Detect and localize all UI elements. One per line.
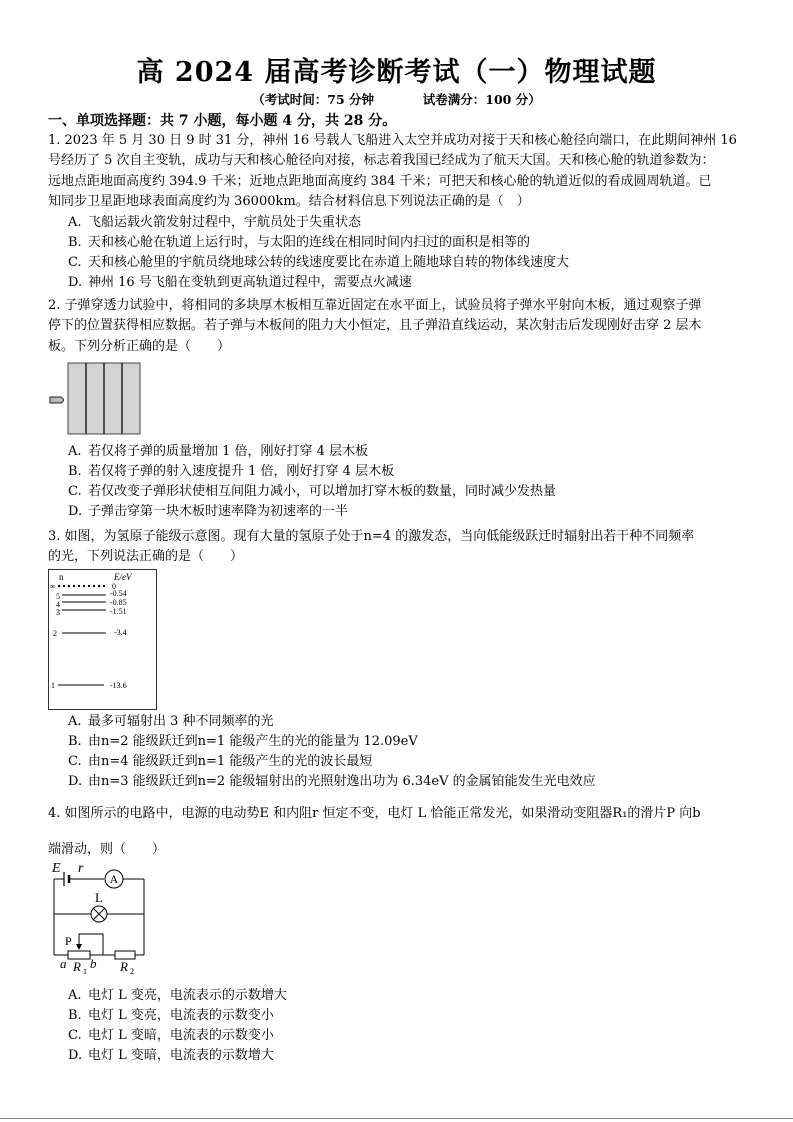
internal-resistance-label: r xyxy=(78,861,84,876)
q2-option-c[interactable]: C. 若仅改变子弹形状使相互间阻力减小，可以增加打穿木板的数量，同时减少发热量 xyxy=(68,484,557,499)
exam-info xyxy=(0,90,793,108)
exam-score: 试卷满分：100 分） xyxy=(422,92,541,107)
level-5-energy: -0.54 xyxy=(110,589,127,598)
q3-option-c[interactable]: C. 由n=4 能级跃迁到n=1 能级产生的光的波长最短 xyxy=(68,754,373,769)
q4-options xyxy=(68,986,287,1066)
n-axis-label: n xyxy=(59,572,64,582)
terminal-a-label: a xyxy=(60,956,67,971)
emf-label: E xyxy=(52,861,61,876)
r1-label: R xyxy=(73,959,81,974)
q1-options xyxy=(68,213,569,293)
lamp-label: L xyxy=(95,890,103,905)
q3-option-b[interactable]: B. 由n=2 能级跃迁到n=1 能级产生的光的能量为 12.09eV xyxy=(68,734,418,749)
q2-option-d[interactable]: D. 子弹击穿第一块木板时速率降为初速率的一半 xyxy=(68,504,349,519)
rheostat-r1 xyxy=(68,951,90,959)
q4-line-1: 4. 如图所示的电路中，电源的电动势E 和内阻r 恒定不变，电灯 L 恰能正常发光，如果滑动变阻器R₁的滑片P 向b xyxy=(48,806,701,821)
slider-arrow-icon xyxy=(76,944,82,950)
slider-label: P xyxy=(65,934,72,948)
level-5-n: 5 xyxy=(56,592,60,601)
q2-line: 2. 子弹穿透力试验中，将相同的多块厚木板相互靠近固定在水平面上，试验员将子弹水平射向木板，通过观察子弹 xyxy=(48,298,702,313)
q1-option-a[interactable]: A. 飞船运载火箭发射过程中，宇航员处于失重状态 xyxy=(68,215,362,230)
q1-option-b[interactable]: B. 天和核心舱在轨道上运行时，与太阳的连线在相同时间内扫过的面积是相等的 xyxy=(68,235,531,250)
page-title: 高 2024 届高考诊断考试（一）物理试题 xyxy=(136,57,657,88)
ammeter-label: A xyxy=(109,872,119,886)
level-inf-energy: 0 xyxy=(112,582,116,591)
r2-label: R xyxy=(120,959,128,974)
q1-line: 1. 2023 年 5 月 30 日 9 时 31 分，神州 16 号载人飞船进入太空并成功对接于天和核心舱径向端口，在此期间神州 16 xyxy=(48,133,737,148)
level-1-n: 1 xyxy=(51,681,55,690)
e-axis-label: E/eV xyxy=(114,572,132,582)
level-4-n: 4 xyxy=(56,600,60,609)
circuit-diagram xyxy=(48,858,158,976)
q4-option-a[interactable]: A. 电灯 L 变亮，电流表示的示数增大 xyxy=(68,988,287,1003)
q3-option-a[interactable]: A. 最多可辐射出 3 种不同频率的光 xyxy=(68,714,274,729)
terminal-b-label: b xyxy=(90,956,97,971)
q3-line: 3. 如图，为氢原子能级示意图。现有大量的氢原子处于n=4 的激发态，当向低能级跃迁时辐射出若干种不同频率 xyxy=(48,529,695,544)
r1-subscript: 1 xyxy=(83,967,87,976)
q3-option-d[interactable]: D. 由n=3 能级跃迁到n=2 能级辐射出的光照射逸出功为 6.34eV 的金属铂能发生光电效应 xyxy=(68,774,596,789)
q3-line: 的光，下列说法正确的是（ ） xyxy=(48,549,244,565)
q2-option-b[interactable]: B. 若仅将子弹的射入速度提升 1 倍，刚好打穿 4 层木板 xyxy=(68,464,395,479)
question-2 xyxy=(48,296,753,357)
q1-line: 知同步卫星距地球表面高度约为 36000km。结合材料信息下列说法正确的是（ ） xyxy=(48,193,530,209)
q1-line: 号经历了 5 次自主变轨，成功与天和核心舱径向对接，标志着我国已经成为了航天大国。天和核心舱的轨道参数为： xyxy=(48,153,715,169)
r2-subscript: 2 xyxy=(130,967,134,976)
q1-line: 远地点距地面高度约 394.9 千米；近地点距地面高度约 384 千米；可把天和核心舱的轨道近似的看成圆周轨道。已 xyxy=(48,173,712,189)
q2-line: 板。下列分析正确的是（ ） xyxy=(48,338,231,354)
energy-level-diagram xyxy=(48,569,158,711)
level-4-energy: -0.85 xyxy=(110,598,127,607)
level-1-energy: -13.6 xyxy=(110,681,127,690)
exam-time: （考试时间：75 分钟 xyxy=(252,92,375,107)
resistor-r2 xyxy=(115,951,135,959)
wood-boards-figure xyxy=(48,362,148,436)
level-inf-label: ∞ xyxy=(50,582,56,591)
level-3-n: 3 xyxy=(56,608,60,617)
q1-option-d[interactable]: D. 神州 16 号飞船在变轨到更高轨道过程中，需要点火减速 xyxy=(68,275,412,290)
diagram-frame xyxy=(49,570,157,710)
level-2-n: 2 xyxy=(53,629,57,638)
level-2-energy: -3.4 xyxy=(114,628,127,637)
section-heading: 一、单项选择题：共 7 小题，每小题 4 分，共 28 分。 xyxy=(48,113,397,129)
q2-line: 停下的位置获得相应数据。若子弹与木板间的阻力大小恒定，且子弹沿直线运动，某次射击后发现刚好击穿 2 层木 xyxy=(48,318,702,334)
q1-option-c[interactable]: C. 天和核心舱里的宇航员绕地球公转的线速度要比在赤道上随地球自转的物体线速度大 xyxy=(68,255,570,270)
q3-options xyxy=(68,712,596,792)
q4-option-d[interactable]: D. 电灯 L 变暗，电流表的示数增大 xyxy=(68,1048,274,1063)
page-bottom-rule xyxy=(0,1118,793,1119)
q2-options xyxy=(68,442,556,522)
q4-option-c[interactable]: C. 电灯 L 变暗，电流表的示数变小 xyxy=(68,1028,274,1043)
q4-option-b[interactable]: B. 电灯 L 变亮，电流表的示数变小 xyxy=(68,1008,274,1023)
q2-option-a[interactable]: A. 若仅将子弹的质量增加 1 倍，刚好打穿 4 层木板 xyxy=(68,444,369,459)
level-3-energy: -1.51 xyxy=(110,607,127,616)
question-1 xyxy=(48,131,753,212)
question-3 xyxy=(48,527,753,568)
q4-line-2: 端滑动，则（ ） xyxy=(48,842,166,857)
bullet-icon xyxy=(50,397,64,403)
